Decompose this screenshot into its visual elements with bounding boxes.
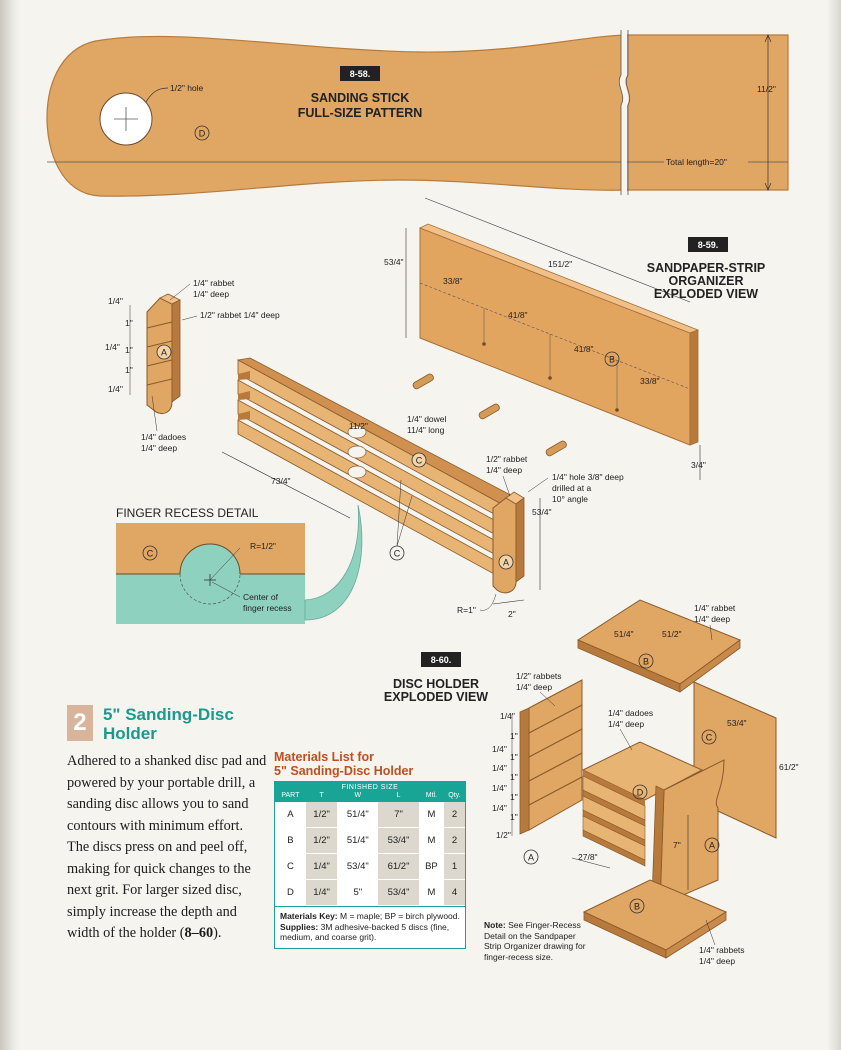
part-d-label: D: [198, 128, 206, 139]
col-part: PART: [275, 791, 306, 802]
step-paragraph: Adhered to a shanked disc pad and powered by your portable drill, a sanding disc allows you to sand contours with minimum effort. The discs press on and peel off, making for quick changes to the next grit. For larger sized disc, simply increase the depth and width of the holder (8–60).: [67, 753, 267, 941]
svg-text:B: B: [608, 354, 616, 365]
step-2-section: [67, 705, 267, 945]
svg-text:7": 7": [673, 840, 681, 850]
width-label: 11/2": [757, 84, 776, 94]
svg-text:1/4" deep: 1/4" deep: [141, 443, 178, 453]
svg-text:41/8": 41/8": [574, 344, 594, 354]
svg-text:EXPLODED VIEW: EXPLODED VIEW: [383, 690, 489, 704]
col-l: L: [378, 791, 419, 802]
svg-text:1/4" dowel: 1/4" dowel: [407, 414, 447, 424]
materials-table: [275, 791, 465, 906]
part-a-right-side: [493, 492, 524, 593]
step-number-badge: 2: [67, 705, 93, 741]
figure-reference: 8–60: [184, 925, 214, 941]
svg-text:A: A: [527, 852, 535, 863]
svg-text:B: B: [642, 656, 650, 667]
table-row: D 1/4" 5" 53/4" M 4: [275, 880, 465, 906]
svg-text:1/4" dadoes: 1/4" dadoes: [608, 708, 654, 718]
svg-text:11/4" long: 11/4" long: [407, 425, 445, 435]
svg-text:53/4": 53/4": [727, 718, 747, 728]
svg-text:R=1": R=1": [457, 605, 476, 615]
hole-label: 1/2" hole: [170, 83, 204, 93]
svg-text:51/2": 51/2": [662, 629, 682, 639]
svg-text:1": 1": [510, 752, 518, 762]
materials-box: [274, 781, 466, 949]
svg-text:1/4" rabbet: 1/4" rabbet: [193, 278, 235, 288]
materials-title: Materials List for 5" Sanding-Disc Holder: [274, 750, 414, 778]
svg-text:1": 1": [510, 731, 518, 741]
disc-holder-stack-dims: [492, 711, 518, 840]
svg-text:2": 2": [508, 609, 516, 619]
svg-text:1": 1": [125, 318, 133, 328]
svg-text:A: A: [708, 840, 716, 851]
svg-text:1/4" deep: 1/4" deep: [516, 682, 553, 692]
svg-text:EXPLODED VIEW: EXPLODED VIEW: [653, 287, 759, 301]
svg-text:1/2": 1/2": [496, 830, 511, 840]
svg-text:Center of: Center of: [243, 592, 278, 602]
svg-text:73/4": 73/4": [271, 476, 291, 486]
figure-858-subtitle: FULL-SIZE PATTERN: [297, 106, 423, 120]
table-row: C 1/4" 53/4" 61/2" BP 1: [275, 854, 465, 880]
svg-text:1": 1": [510, 792, 518, 802]
materials-list: [274, 750, 466, 949]
svg-text:C: C: [393, 548, 401, 559]
svg-text:A: A: [160, 347, 168, 358]
svg-text:1/4": 1/4": [492, 744, 507, 754]
dim-15-half: 151/2": [548, 259, 573, 269]
figure-859-title: SANDPAPER-STRIP: [646, 261, 766, 275]
finished-size-header: FINISHED SIZE: [275, 782, 465, 791]
disc-holder-note: Note: See Finger-Recess Detail on the Sandpaper Strip Organizer drawing for finger-recess size.: [484, 920, 586, 962]
svg-text:C: C: [705, 732, 713, 743]
svg-text:R=1/2": R=1/2": [250, 541, 276, 551]
svg-text:1/4" deep: 1/4" deep: [193, 289, 230, 299]
svg-text:33/8": 33/8": [443, 276, 463, 286]
svg-text:ORGANIZER: ORGANIZER: [668, 274, 744, 288]
svg-text:10° angle: 10° angle: [552, 494, 589, 504]
svg-text:1/2" rabbet 1/4" deep: 1/2" rabbet 1/4" deep: [200, 310, 280, 320]
finger-recess-detail: [116, 505, 362, 624]
svg-text:1/4" deep: 1/4" deep: [694, 614, 731, 624]
table-row: B 1/2" 51/4" 53/4" M 2: [275, 828, 465, 854]
figure-860-title: DISC HOLDER: [392, 677, 480, 691]
svg-text:41/8": 41/8": [508, 310, 528, 320]
svg-text:drilled at a: drilled at a: [552, 483, 592, 493]
svg-text:C: C: [415, 455, 423, 466]
svg-text:1/4" rabbets: 1/4" rabbets: [699, 945, 745, 955]
col-t: T: [306, 791, 338, 802]
svg-text:1/4": 1/4": [492, 803, 507, 813]
svg-text:1/4" deep: 1/4" deep: [608, 719, 645, 729]
svg-text:11/2": 11/2": [349, 421, 368, 431]
svg-text:1/4": 1/4": [108, 384, 123, 394]
svg-text:27/8": 27/8": [578, 852, 598, 862]
svg-text:61/2": 61/2": [779, 762, 799, 772]
part-a-left-side: [147, 294, 180, 414]
svg-text:1/4" deep: 1/4" deep: [699, 956, 736, 966]
side-a-stack-dims: [105, 296, 133, 395]
col-w: W: [337, 791, 378, 802]
sanding-stick-pattern: [47, 30, 788, 196]
svg-text:1/4" dadoes: 1/4" dadoes: [141, 432, 187, 442]
svg-text:1/4": 1/4": [108, 296, 123, 306]
svg-text:1": 1": [510, 772, 518, 782]
svg-text:1/2" rabbet: 1/2" rabbet: [486, 454, 528, 464]
finger-detail-title: FINGER RECESS DETAIL: [116, 506, 259, 520]
svg-text:B: B: [633, 901, 641, 912]
svg-text:1": 1": [125, 345, 133, 355]
svg-text:1/4": 1/4": [105, 342, 120, 352]
svg-text:D: D: [636, 787, 644, 798]
svg-text:8-59.: 8-59.: [697, 240, 719, 250]
svg-text:1/2" rabbets: 1/2" rabbets: [516, 671, 562, 681]
svg-text:53/4": 53/4": [532, 507, 552, 517]
step-title: 5" Sanding-Disc Holder: [102, 705, 234, 743]
svg-text:1/4": 1/4": [492, 763, 507, 773]
figure-858-title: SANDING STICK: [310, 91, 410, 105]
detail-callout: [305, 505, 362, 620]
svg-text:A: A: [502, 557, 510, 568]
svg-text:1/4": 1/4": [500, 711, 515, 721]
svg-text:1/4" rabbet: 1/4" rabbet: [694, 603, 736, 613]
svg-text:53/4": 53/4": [384, 257, 404, 267]
svg-text:finger recess: finger recess: [243, 603, 292, 613]
svg-text:1/4" deep: 1/4" deep: [486, 465, 523, 475]
svg-text:1": 1": [510, 812, 518, 822]
svg-text:1": 1": [125, 365, 133, 375]
table-row: A 1/2" 51/4" 7" M 2: [275, 802, 465, 828]
col-qty: Qty.: [444, 791, 465, 802]
length-label: Total length=20": [666, 157, 727, 167]
svg-text:8-58.: 8-58.: [349, 69, 371, 79]
svg-text:C: C: [146, 548, 154, 559]
svg-text:51/4": 51/4": [614, 629, 634, 639]
disc-holder-left-a: [520, 680, 582, 834]
col-mtl: Mtl.: [419, 791, 444, 802]
materials-notes: Materials Key: M = maple; BP = birch plywood. Supplies: 3M adhesive-backed 5 discs (fine, medium, and coarse grit).: [275, 906, 465, 948]
svg-text:33/8": 33/8": [640, 376, 660, 386]
svg-text:1/4" hole 3/8" deep: 1/4" hole 3/8" deep: [552, 472, 624, 482]
svg-text:3/4": 3/4": [691, 460, 706, 470]
break-gap: [622, 30, 625, 195]
svg-text:8-60.: 8-60.: [430, 655, 452, 665]
svg-text:1/4": 1/4": [492, 783, 507, 793]
